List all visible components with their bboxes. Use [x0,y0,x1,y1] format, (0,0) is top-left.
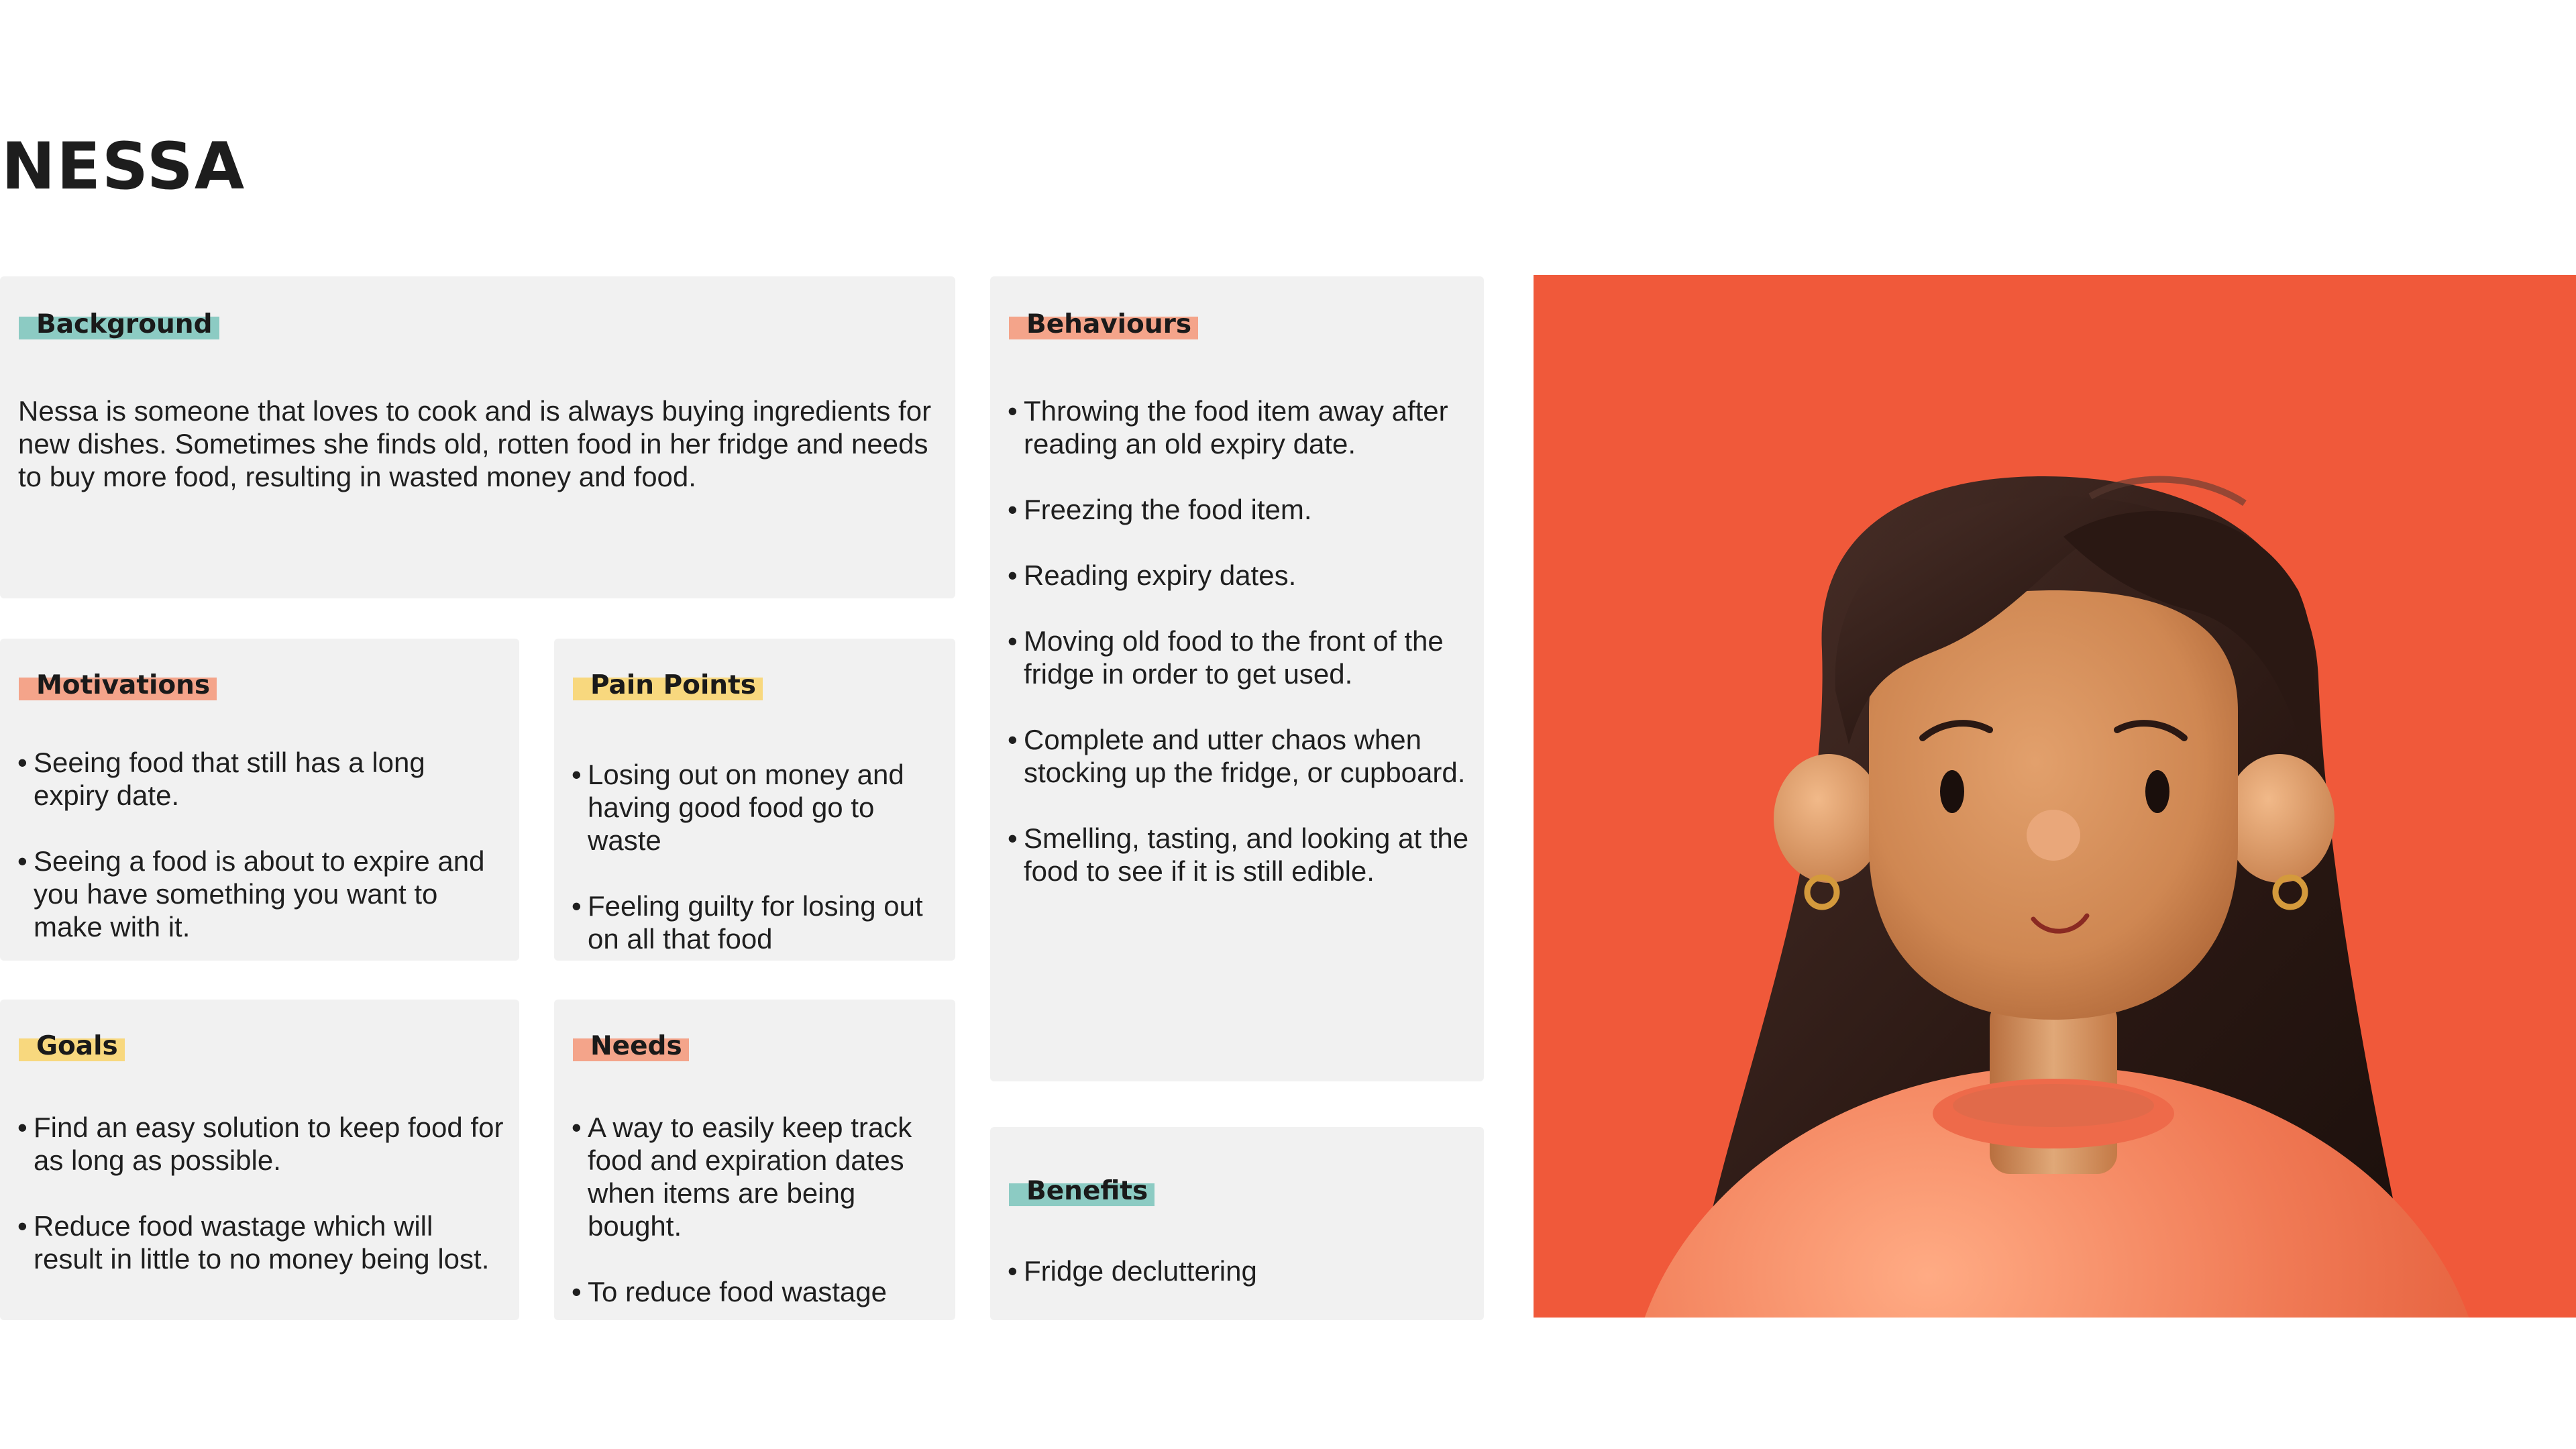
list-item: • Smelling, tasting, and looking at the food to see if it is still edible. [1008,822,1477,888]
list-item: • Fridge decluttering [1008,1254,1477,1287]
behaviours-list [1008,394,1477,888]
list-item: • Freezing the food item. [1008,493,1477,526]
list-item: • Find an easy solution to keep food for as long as possible. [17,1111,507,1177]
needs-list [572,1111,951,1308]
goals-list [17,1111,507,1275]
avatar-icon [1534,275,2576,1318]
list-item: • To reduce food wastage [572,1275,951,1308]
avatar-illustration [1534,275,2576,1318]
behaviours-card [990,276,1484,1081]
background-text: Nessa is someone that loves to cook and is always buying ingredients for new dishes. Sometimes she finds old, rotten food in her fridge and needs to buy more food, resulting in wasted money and food. [18,395,932,492]
benefits-list [1008,1254,1477,1287]
pain-points-list [572,758,947,955]
pain-points-heading: Pain Points [573,672,763,698]
list-item: • Losing out on money and having good food go to waste [572,758,947,857]
motivations-card [0,639,519,961]
list-item: • Seeing a food is about to expire and you have something you want to make with it. [17,845,500,943]
behaviours-heading: Behaviours [1009,311,1198,337]
background-heading: Background [19,311,219,337]
motivations-heading: Motivations [19,672,217,698]
list-item: • A way to easily keep track food and expiration dates when items are being bought. [572,1111,951,1242]
goals-card [0,1000,519,1320]
persona-name: NESSA [1,129,246,204]
list-item: • Moving old food to the front of the fridge in order to get used. [1008,625,1477,690]
needs-card [554,1000,955,1320]
background-card [0,276,955,598]
list-item: • Feeling guilty for losing out on all that food [572,890,947,955]
list-item: • Reading expiry dates. [1008,559,1477,592]
list-item: • Complete and utter chaos when stocking up the fridge, or cupboard. [1008,723,1477,789]
benefits-heading: Benefits [1009,1178,1155,1204]
pain-points-card [554,639,955,961]
goals-heading: Goals [19,1033,125,1059]
needs-heading: Needs [573,1033,689,1059]
list-item: • Seeing food that still has a long expiry date. [17,746,500,812]
list-item: • Reduce food wastage which will result in little to no money being lost. [17,1210,507,1275]
list-item: • Throwing the food item away after reading an old expiry date. [1008,394,1477,460]
benefits-card [990,1127,1484,1320]
motivations-list [17,746,500,943]
